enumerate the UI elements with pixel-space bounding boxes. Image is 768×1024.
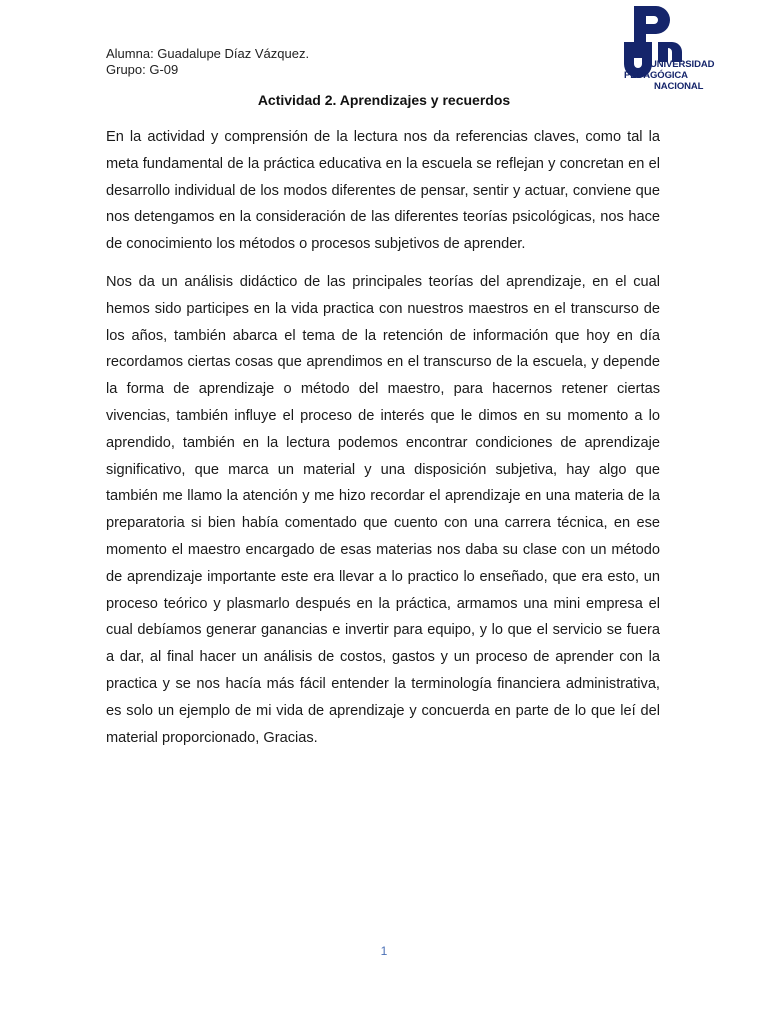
- logo-line-2: PEDAGÓGICA: [624, 70, 688, 81]
- document-title: Actividad 2. Aprendizajes y recuerdos: [257, 92, 511, 108]
- logo-line-1: UNIVERSIDAD: [650, 59, 715, 70]
- paragraph-1: En la actividad y comprensión de la lectura nos da referencias claves, como tal la meta fundamental de la práctica educativa en la escuela se reflejan y concretan en el desarrollo individual de los modos diferentes de pensar, sentir y actuar, conviene que nos detengamos en la consideración de las diferentes teorías psicológicas, nos hace de conocimiento los métodos o procesos subjetivos de aprender.: [106, 129, 660, 253]
- university-name: [624, 59, 732, 92]
- student-name: Alumna: Guadalupe Díaz Vázquez.: [106, 46, 310, 61]
- paragraph-2: Nos da un análisis didáctico de las principales teorías del aprendizaje, en el cual hemos sido participes en la vida practica con nuestros maestros en el transcurso de los años, también abarca el tema de la retención de información que hoy en día recordamos ciertas cosas que aprendimos en el transcurso de la escuela, y depende la forma de aprendizaje o método del maestro, para hacernos retener ciertas vivencias, también influye el proceso de interés que le dimos en su momento a lo aprendido, también en la lectura podemos encontrar condiciones de aprendizaje significativo, que marca un material y una disposición subjetiva, hay algo que también me llamo la atención y me hizo recordar el aprendizaje en una materia de la preparatoria si bien había comentado que cuento con una carrera técnica, en ese momento el maestro encargado de esas materias nos daba su clase con un método de aprendizaje importante este era llevar a lo practico lo enseñado, que era esto, un proceso teórico y plasmarlo después en la práctica, armamos una mini empresa el cual debíamos generar ganancias e invertir para equipo, y lo que el servicio se fuera a dar, al final hacer un análisis de costos, gastos y un proceso de aprender con la practica y se nos hacía más fácil entender la terminología financiera administrativa, es solo un ejemplo de mi vida de aprendizaje y concuerda en parte de lo que leí del material proporcionado, Gracias.: [106, 273, 660, 746]
- page-number: 1: [380, 944, 388, 958]
- header-info: [106, 46, 309, 78]
- student-group: Grupo: G-09: [106, 62, 179, 77]
- logo-line-3: NACIONAL: [654, 81, 704, 92]
- document-body: [106, 124, 660, 762]
